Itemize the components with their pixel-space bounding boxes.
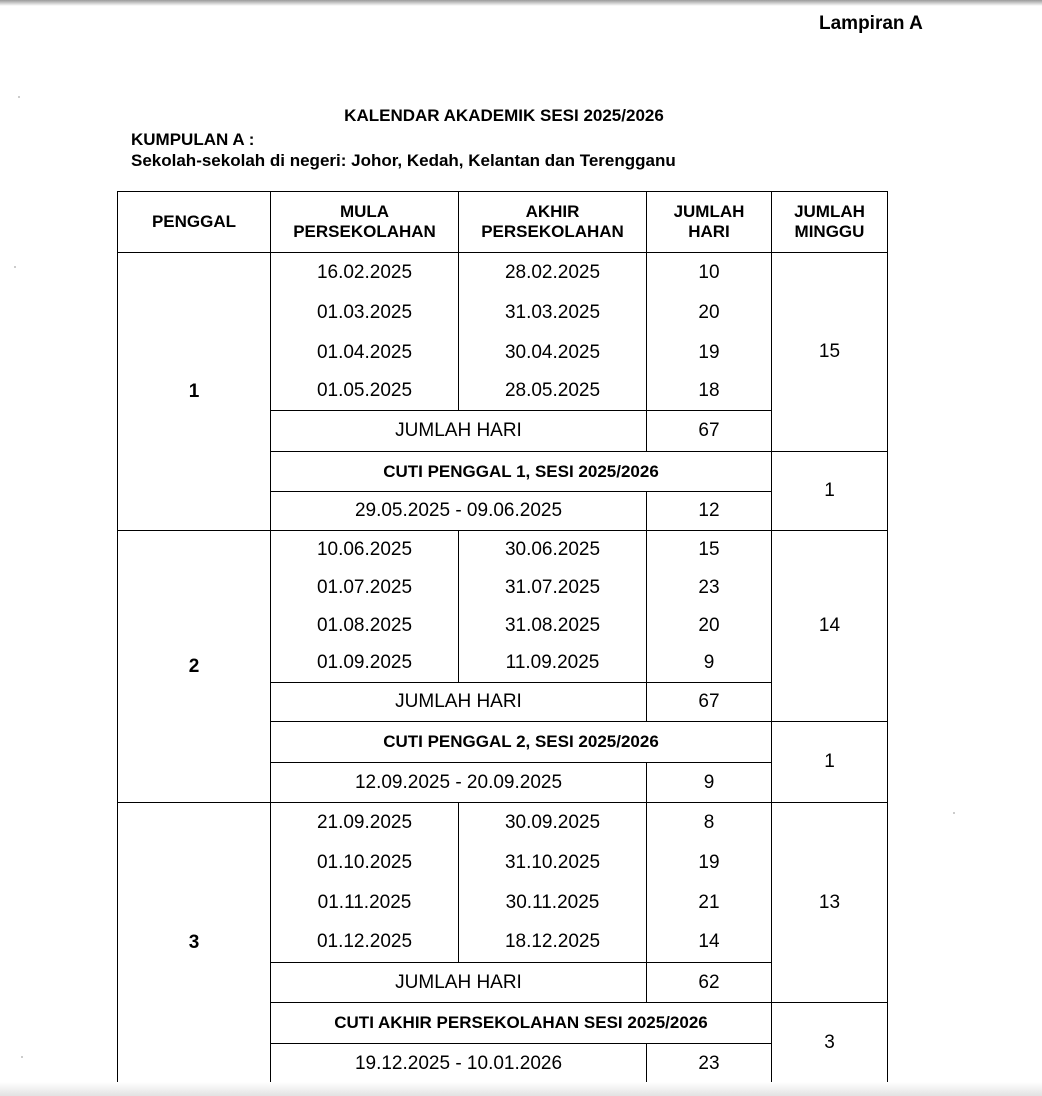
akhir-cell: 30.11.2025 [459, 883, 647, 923]
total-label: JUMLAH HARI [271, 411, 647, 452]
hari-cell: 18 [647, 373, 772, 411]
term-3 [118, 803, 888, 1084]
header-jumlah-minggu: JUMLAH MINGGU [772, 192, 888, 253]
mula-cell: 01.08.2025 [271, 607, 459, 645]
table-row [118, 253, 888, 293]
viewer-bottom-shadow [0, 1082, 1042, 1096]
term-2 [118, 531, 888, 803]
cuti-title: CUTI AKHIR PERSEKOLAHAN SESI 2025/2026 [271, 1003, 772, 1044]
mula-cell: 01.07.2025 [271, 569, 459, 607]
cuti-range: 12.09.2025 - 20.09.2025 [271, 763, 647, 803]
cuti-range: 29.05.2025 - 09.06.2025 [271, 492, 647, 531]
document-title: KALENDAR AKADEMIK SESI 2025/2026 [344, 106, 664, 125]
akhir-cell: 18.12.2025 [459, 923, 647, 963]
hari-cell: 21 [647, 883, 772, 923]
cuti-hari: 23 [647, 1044, 772, 1084]
penggal-cell: 3 [118, 803, 271, 1084]
mula-cell: 10.06.2025 [271, 531, 459, 569]
scan-speck [21, 1056, 23, 1058]
scan-speck [18, 96, 20, 98]
mula-cell: 21.09.2025 [271, 803, 459, 843]
akhir-cell: 28.02.2025 [459, 253, 647, 293]
penggal-cell: 1 [118, 253, 271, 531]
header-jumlah-hari: JUMLAH HARI [647, 192, 772, 253]
hari-cell: 20 [647, 293, 772, 333]
total-label: JUMLAH HARI [271, 683, 647, 722]
mula-cell: 01.09.2025 [271, 645, 459, 683]
academic-calendar-table [117, 191, 888, 1084]
akhir-cell: 31.03.2025 [459, 293, 647, 333]
minggu-cell: 14 [772, 531, 888, 722]
hari-cell: 10 [647, 253, 772, 293]
total-hari: 62 [647, 963, 772, 1003]
mula-cell: 01.03.2025 [271, 293, 459, 333]
akhir-cell: 30.06.2025 [459, 531, 647, 569]
total-hari: 67 [647, 411, 772, 452]
mula-cell: 01.11.2025 [271, 883, 459, 923]
akhir-cell: 31.07.2025 [459, 569, 647, 607]
akhir-cell: 30.04.2025 [459, 333, 647, 373]
mula-cell: 16.02.2025 [271, 253, 459, 293]
hari-cell: 15 [647, 531, 772, 569]
mula-cell: 01.12.2025 [271, 923, 459, 963]
scan-speck [953, 812, 955, 814]
mula-cell: 01.04.2025 [271, 333, 459, 373]
akhir-cell: 28.05.2025 [459, 373, 647, 411]
table-row [118, 803, 888, 843]
appendix-label: Lampiran A [819, 13, 923, 34]
viewer-top-shadow [0, 0, 1042, 6]
total-label: JUMLAH HARI [271, 963, 647, 1003]
cuti-title: CUTI PENGGAL 1, SESI 2025/2026 [271, 452, 772, 492]
total-hari: 67 [647, 683, 772, 722]
header-row [118, 192, 888, 253]
hari-cell: 8 [647, 803, 772, 843]
scan-speck [14, 266, 16, 268]
hari-cell: 23 [647, 569, 772, 607]
group-description: Sekolah-sekolah di negeri: Johor, Kedah, Kelantan dan Terengganu [131, 151, 676, 170]
mula-cell: 01.10.2025 [271, 843, 459, 883]
minggu-cell: 15 [772, 253, 888, 452]
table-row [118, 531, 888, 569]
cuti-hari: 9 [647, 763, 772, 803]
akhir-cell: 11.09.2025 [459, 645, 647, 683]
group-label: KUMPULAN A : [131, 130, 255, 149]
akhir-cell: 31.08.2025 [459, 607, 647, 645]
mula-cell: 01.05.2025 [271, 373, 459, 411]
cuti-title: CUTI PENGGAL 2, SESI 2025/2026 [271, 722, 772, 763]
term-1 [118, 253, 888, 531]
header-mula: MULA PERSEKOLAHAN [271, 192, 459, 253]
cuti-minggu: 1 [772, 722, 888, 803]
header-akhir: AKHIR PERSEKOLAHAN [459, 192, 647, 253]
header-penggal: PENGGAL [118, 192, 271, 253]
hari-cell: 20 [647, 607, 772, 645]
akhir-cell: 30.09.2025 [459, 803, 647, 843]
cuti-minggu: 1 [772, 452, 888, 531]
cuti-hari: 12 [647, 492, 772, 531]
akhir-cell: 31.10.2025 [459, 843, 647, 883]
hari-cell: 19 [647, 843, 772, 883]
cuti-minggu: 3 [772, 1003, 888, 1084]
hari-cell: 9 [647, 645, 772, 683]
minggu-cell: 13 [772, 803, 888, 1003]
cuti-range: 19.12.2025 - 10.01.2026 [271, 1044, 647, 1084]
penggal-cell: 2 [118, 531, 271, 803]
hari-cell: 19 [647, 333, 772, 373]
hari-cell: 14 [647, 923, 772, 963]
